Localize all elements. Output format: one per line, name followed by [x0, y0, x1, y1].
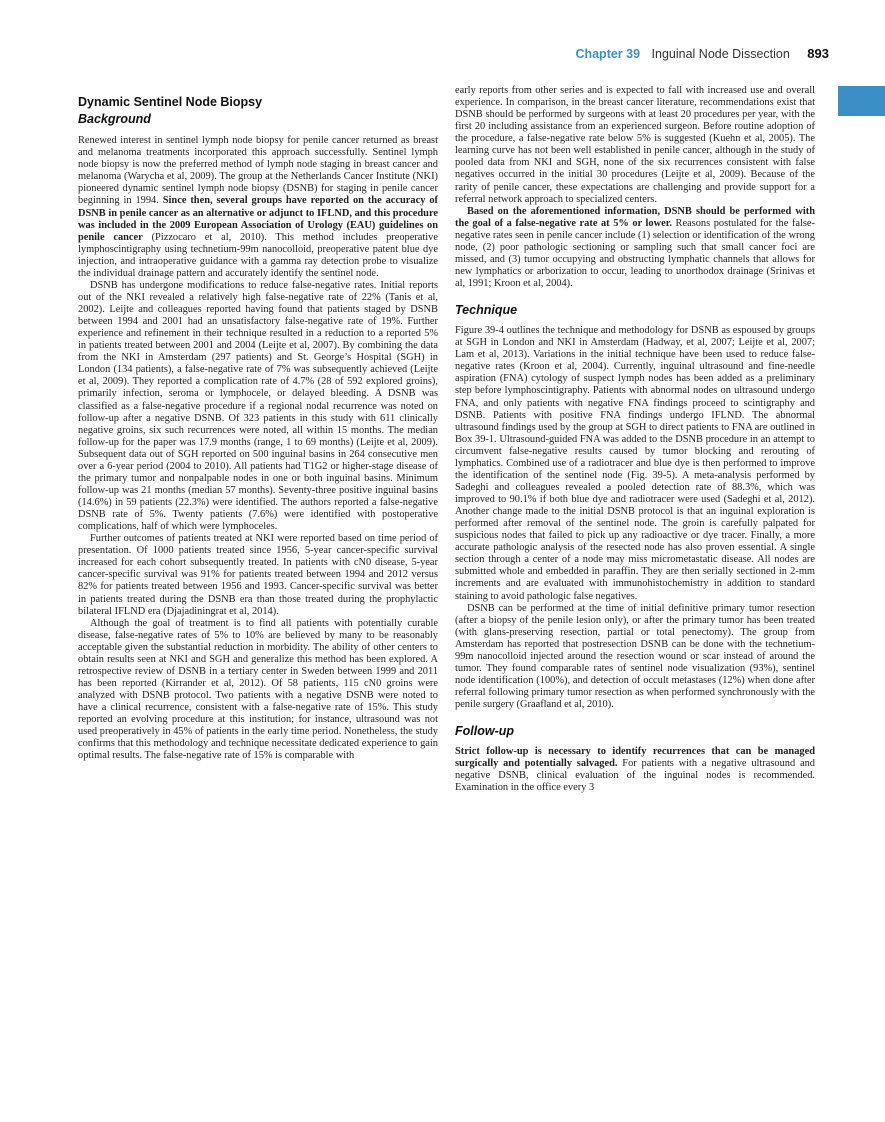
- paragraph: DSNB has undergone modifications to reduce false-negative rates. Initial reports out of the NKI revealed a relatively high false-negative rate of 22% (Tanis et al, 2002). Leijte and colleagues reported having found that patients staged by DSNB between 1994 and 2001 had an unsatisfactory false-negative rate of 19%. Further experience and refinement in their technique resulted in a reduction to a reported 5% in patients treated between 2001 and 2004 (Leijte et al, 2007). By combining the data from the NKI in Amsterdam (297 patients) and St. George’s Hospital (SGH) in London (134 patients), a false-negative rate of 7% was subsequently achieved (Leijte et al, 2009). They reported a complication rate of 4.7% (28 of 592 explored groins), primarily infection, seroma or lymphocele, or delayed bleeding. A DSNB was classified as a false-negative procedure if a regional nodal recurrence was noted on follow-up after a negative DSNB. Of 323 patients in this study with 611 clinically negative groins, six such recurrences were noted, all within 15 months. The median follow-up for the paper was 17.9 months (range, 1 to 69 months) (Leijte et al, 2009). Subsequent data out of SGH reported on 500 inguinal basins in 264 consecutive men over a 6-year period (2004 to 2010). All patients had T1G2 or higher-stage disease of the primary tumor and nonpalpable nodes in one or both inguinal basins. Minimum follow-up was 21 months (median 57 months). Seventy-three positive inguinal basins (14.6%) in 59 patients (22.3%) were identified. The authors reported a false-negative DSNB rate of 5%. Twenty patients (7.6%) were identified with postoperative complications, half of which were lymphoceles.: [78, 279, 438, 533]
- chapter-tab-marker: [838, 86, 885, 116]
- paragraph: early reports from other series and is expected to fall with increased use and overall experience. In comparison, in the breast cancer literature, recommendations exist that DSNB should be performed by surgeons with at least 20 procedures per year, with the first 20 including assistance from an experienced surgeon. Before routine adoption of the procedure, a false-negative rate below 5% is suggested (Kuehn et al, 2005). The learning curve has not been well established in penile cancer, although in the study of pooled data from NKI and SGH, none of the six recurrences consistent with false negatives occurred in the initial 30 procedures (Leijte et al, 2009). Because of the rarity of penile cancer, these expectations are challenging and provide support for a referral network approach to specialized centers.: [455, 85, 815, 205]
- subsection-heading-follow-up: Follow-up: [455, 724, 515, 739]
- right-column: [455, 85, 815, 794]
- chapter-title: Inguinal Node Dissection: [651, 47, 790, 61]
- paragraph: Strict follow-up is necessary to identify recurrences that can be managed surgically and potentially salvaged. For patients with a negative ultrasound and negative DSNB, clinical evaluation of the inguinal nodes is recommended. Examination in the office every 3: [455, 746, 815, 794]
- paragraph: DSNB can be performed at the time of initial definitive primary tumor resection (after a biopsy of the penile lesion only), or after the primary tumor has been treated (with glans-preserving resection, partial or total penectomy). The group from Amsterdam has reported that postresection DSNB can be done with the technetium-99m nanocolloid injected around the resection wound or scar instead of around the tumor. They found comparable rates of sentinel node visualization (93%), sentinel node identification (100%), and detection of occult metastases (12%) when done after referral following primary tumor resection as when performed synchronously with the penile surgery (Graafland et al, 2010).: [455, 602, 815, 711]
- subsection-heading-technique: Technique: [455, 303, 518, 318]
- section-heading: Dynamic Sentinel Node Biopsy: [78, 95, 263, 109]
- page-number: 893: [807, 46, 829, 61]
- paragraph: Based on the aforementioned information, DSNB should be performed with the goal of a false-negative rate at 5% or lower. Reasons postulated for the false-negative rates seen in penile cancer include (1) selection or identification of the wrong node, (2) poor pathologic sectioning or sampling such that small cancer foci are missed, and (3) tumor occupying and obstructing lymphatic channels that allows for new lymphatics or arborization to occur, leading to unorthodox drainage (Srinivas et al, 1991; Kroon et al, 2004).: [455, 205, 815, 289]
- running-header: [575, 46, 829, 61]
- paragraph: Further outcomes of patients treated at NKI were reported based on time period of presentation. Of 1000 patients treated since 1956, 5-year cancer-specific survival increased for each cohort subsequently treated. In patients with cN0 disease, 5-year cancer-specific survival was 91% for patients treated between 1994 and 2012 versus 82% for patients treated between 1956 and 1993. Cancer-specific survival was better in patients treated during the DSNB era than those treated during the prophylactic bilateral IFLND era (Djajadiningrat et al, 2014).: [78, 533, 438, 617]
- left-column: [78, 85, 438, 762]
- paragraph: Although the goal of treatment is to find all patients with potentially curable disease, false-negative rates of 5% to 10% are believed by many to be reasonably acceptable given the substantial reduction in morbidity. The ability of other centers to obtain results seen at NKI and SGH and generalize this method has been explored. A retrospective review of DSNB in a tertiary center in Sweden between 1999 and 2011 has been reported (Kirrander et al, 2012). Of 58 patients, 115 cN0 groins were analyzed with DSNB protocol. Two patients with a negative DSNB were noted to have a clinical recurrence, consistent with a false-negative rate of 15%. This study reported an evolving procedure at this institution; for instance, ultrasound was not used preoperatively in 45% of patients in the early time period. Nonetheless, the study confirms that this methodology and technique necessitate dedicated experience to gain optimal results. The false-negative rate of 15% is comparable with: [78, 617, 438, 762]
- paragraph: Renewed interest in sentinel lymph node biopsy for penile cancer returned as breast and melanoma treatments incorporated this approach successfully. Sentinel lymph node biopsy is now the preferred method of lymph node staging in breast cancer and melanoma (Warycha et al, 2009). The group at the Netherlands Cancer Institute (NKI) pioneered dynamic sentinel lymph node biopsy (DSNB) for staging in penile cancer beginning in 1994. Since then, several groups have reported on the accuracy of DSNB in penile cancer as an alternative or adjunct to IFLND, and this procedure was included in the 2009 European Association of Urology (EAU) guidelines on penile cancer (Pizzocaro et al, 2010). This method includes preoperative lymphoscintigraphy using technetium-99m nanocolloid, preoperative patent blue dye injection, and intraoperative guidance with a gamma ray detection probe to visualize the individual drainage pattern and accurately identify the sentinel node.: [78, 135, 438, 279]
- paragraph: Figure 39-4 outlines the technique and methodology for DSNB as espoused by groups at SGH in London and NKI in Amsterdam (Hadway, et al, 2007; Leijte et al, 2007; Lam et al, 2013). Variations in the initial technique have been used to reduce false-negative rates (Kroon et al, 2004). Currently, inguinal ultrasound and fine-needle aspiration (FNA) cytology of suspect lymph nodes has been added as a preliminary step before lymphoscintigraphy. Patients with abnormal nodes on ultrasound undergo FNA, and only patients with negative FNA findings proceed to scintigraphy and DSNB. Patients with positive FNA findings undergo IFLND. The abnormal ultrasound findings used by the group at SGH to direct patients to FNA are outlined in Box 39-1. Ultrasound-guided FNA was added to the DSNB procedure in an attempt to circumvent false-negative results caused by tumor blocking and rerouting of lymphatics. Combined use of a radiotracer and blue dye is then performed to improve the identification of the sentinel node (Fig. 39-5). A meta-analysis performed by Sadeghi and colleagues revealed a pooled detection rate of 88.3%, which was improved to 90.1% if both blue dye and radiotracer were used (Sadeghi et al, 2012). Another change made to the initial DSNB protocol is that an inguinal exploration is performed after removal of the sentinel node. The groin is carefully palpated for suspicious nodes that failed to pick up any radioactive or dye tracer. Finally, a more accurate pathologic analysis of the resected node has also proven essential. A single section through a center of a node may miss micrometastatic disease. All nodes are submitted whole and embedded in paraffin. They are then serially sectioned in 2-mm increments and are evaluated with immunohistochemistry in addition to standard staining to avoid pathologic false negatives.: [455, 325, 815, 602]
- chapter-label: Chapter 39: [575, 47, 641, 61]
- subsection-heading-background: Background: [78, 112, 151, 127]
